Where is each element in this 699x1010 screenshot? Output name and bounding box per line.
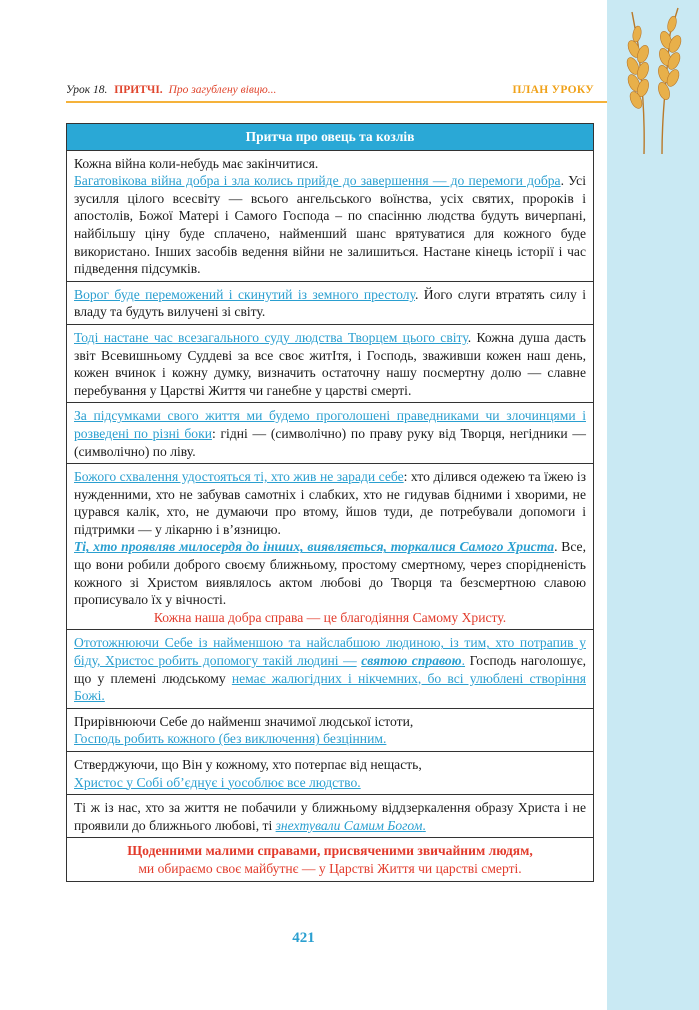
table-row [67, 403, 594, 464]
row-intro: Кожна війна коли-небудь має закінчитися. [74, 155, 319, 171]
row-dot: . [461, 653, 466, 669]
row-text: . Все, що вони робили доброго своєму ближньому, простому смертному, через спорідненість кожного зі Христом виявлялось актом любові до Творця та безсмертною славою прописувало їх у вічності. [74, 539, 586, 608]
row-text: Стверджуючи, що Він у кожному, хто потерпає від нещасть, [74, 757, 422, 772]
table-row [67, 708, 594, 751]
conclusion-text: ми обираємо своє майбутнє — у Царстві Життя чи царстві смерті. [138, 860, 522, 876]
row-text: . Усі зусилля цілого всесвіту — всього ангельського воїнства, усіх святих, пророків і апостолів, Божої Матері і Самого Господа – по спасінню людства будуть вичерпані, найбільшу ціну буде сплачено, найменший шанс врятуватися для кожного буде використано. Інших засобів ведення війни не залишиться. Настане кінець історії і час підведення підсумків. [74, 173, 586, 277]
row-text: Ті ж із нас, хто за життя не побачили у ближньому віддзеркалення образу Христа і не проявили до ближнього любові, ті [74, 800, 586, 833]
lesson-number: Урок 18. [66, 84, 108, 96]
row-link: За підсумками свого життя ми будемо проголошені праведниками чи злочинцями і розведені по різні боки [74, 408, 586, 441]
header-divider [66, 101, 607, 103]
row-link: Ототожнюючи Себе із найменшою та найслабшою людиною, із тим, хто потрапив у біду, Христос робить допомогу такій людині — [74, 635, 586, 669]
row-link: Тоді настане час всезагального суду людства Творцем цього світу [74, 329, 468, 345]
row-bold-link: святою справою [361, 653, 462, 669]
lesson-topic: ПРИТЧІ. [114, 84, 163, 96]
table-row [67, 464, 594, 630]
table-row [67, 752, 594, 795]
row-text: . Його слуги втратять силу і владу та будуть вилучені зі світу. [74, 286, 586, 320]
page-header [66, 84, 594, 100]
row-dot: . [422, 817, 426, 833]
row-link: Христос у Собі об’єднує і уособлює все людство. [74, 774, 361, 790]
row-text: . Кожна душа дасть звіт Всевишньому Суддеві за все своє житІтя, і Господь, зваживши кожен наш день, кожен вчинок і кожну думку, визначить остаточну нашу посмертну долю — славне перебування у Царстві Життя чи ганебне у царстві смерті. [74, 329, 587, 398]
row-bold-link: Ті, хто проявляв милосердя до інших, виявляється, торкалися Самого Христа [74, 539, 555, 555]
table-row [67, 630, 594, 708]
row-highlight: Кожна наша добра справа — це благодіяння Самому Христу. [153, 609, 507, 625]
table-row [67, 150, 594, 281]
row-link: немає жалюгідних і нікчемних, бо всі улюблені створіння Божі. [74, 670, 586, 704]
table-row [67, 281, 594, 324]
row-text: Господь наголошує, що у племені людському [74, 653, 586, 686]
row-link: Господь робить кожного (без виключення) безцінним. [74, 731, 387, 747]
table-title: Притча про овець та козлів [67, 124, 594, 151]
lesson-subtitle: Про загублену вівцю... [168, 84, 277, 96]
plan-label: ПЛАН УРОКУ [512, 84, 594, 96]
conclusion-bold: Щоденними малими справами, присвяченими звичайним людям, [127, 843, 533, 859]
row-text: : хто ділився одежею та їжею із нужденними, хто не забував самотніх і слабких, хто не гидував бідними і хворими, не цурався калік, хто, не думаючи про втому, йшов туди, де потребували допомоги і підтримки — у лікарню і в’язницю. [74, 469, 586, 537]
row-text: : гідні — (символічно) по праву руку від Творця, негідники — (символічно) по ліву. [74, 425, 586, 459]
row-link: Ворог буде переможений і скинутий із земного престолу [74, 286, 415, 302]
table-row [67, 324, 594, 402]
page-number: 421 [292, 930, 315, 946]
parable-table [66, 123, 594, 882]
table-row [67, 838, 594, 881]
row-link: знехтували Самим Богом [275, 817, 423, 833]
table-row [67, 795, 594, 838]
row-text: Прирівнюючи Себе до найменш значимої людської істоти, [74, 713, 414, 729]
wheat-icon [612, 4, 694, 154]
row-link: Багатовікова війна добра і зла колись прийде до завершення — до перемоги добра [74, 173, 561, 189]
row-link: Божого схвалення удостояться ті, хто жив не заради себе [74, 469, 404, 485]
